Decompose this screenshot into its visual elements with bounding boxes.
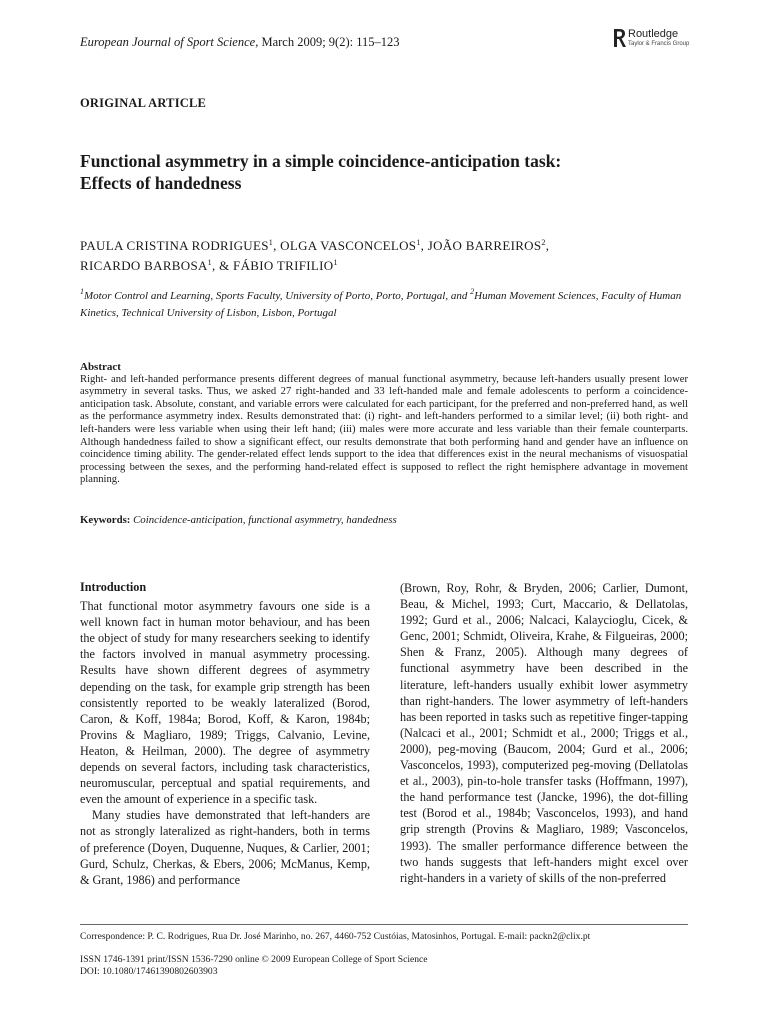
paragraph: Many studies have demonstrated that left-handers are not as strongly lateralized as right-handers, both in terms of preference (Doyen, Duquenne, Nuques, & Carlier, 2001; Gurd, Schulz, Cherkas, & Ebers, 2006; McManus, Kemp, & Grant, 1986) and performance bbox=[80, 808, 370, 887]
issn-doi-block bbox=[80, 954, 700, 978]
keywords-label: Keywords: bbox=[80, 514, 131, 526]
title-line-2: Effects of handedness bbox=[80, 173, 242, 193]
journal-name: European Journal of Sport Science bbox=[80, 35, 256, 49]
abstract bbox=[80, 361, 688, 487]
correspondence-note: Correspondence: P. C. Rodrigues, Rua Dr. José Marinho, no. 267, 4460-752 Custóias, Matosinhos, Portugal. E-mail: packn2@clix.pt bbox=[80, 931, 591, 942]
doi-line: DOI: 10.1080/17461390802603903 bbox=[80, 966, 218, 977]
keywords-text: Coincidence-anticipation, functional asymmetry, handedness bbox=[133, 514, 397, 526]
author: OLGA VASCONCELOS$^1$, bbox=[280, 238, 428, 253]
author-list bbox=[80, 236, 700, 276]
abstract-text: Right- and left-handed performance presents different degrees of manual functional asymmetry, because left-handers usually present lower asymmetry in several tasks. Thus, we asked 27 right-handed and 33 left-handed male and female adolescents to perform a coincidence-anticipation task. Absolute, constant, and variable errors were calculated for each participant, for the preferred and non-preferred hand, as well as the performance asymmetry index. Results demonstrated that: (i) right- and left-handers performed to a similar level; (ii) both right- and left-handers were less variable when using their left hand; (iii) males were more accurate and less variable than their female counterparts. Although handedness failed to show a significant effect, our results demonstrate that both performing hand and gender have an influence on coincidence timing ability. The gender-related effect lends support to the idea that differences exist in the neural mechanisms of visuospatial processing between the sexes, and the performing hand-related effect is supposed to reflect the right hemisphere advantage in movement planning. bbox=[80, 373, 688, 486]
author: RICARDO BARBOSA$^1$, & bbox=[80, 258, 234, 273]
issn-line: ISSN 1746-1391 print/ISSN 1536-7290 online © 2009 European College of Sport Science bbox=[80, 954, 428, 965]
publisher-name: Routledge bbox=[628, 28, 679, 40]
journal-citation bbox=[80, 35, 400, 50]
section-heading-introduction: Introduction bbox=[80, 580, 147, 594]
article-type: ORIGINAL ARTICLE bbox=[80, 96, 207, 110]
paragraph: That functional motor asymmetry favours one side is a well known fact in human motor behaviour, and has been the object of study for many researchers seeking to identify the factors involved in manual asymmetry processing. Results have shown different degrees of asymmetry depending on the task, for example grip strength has been consistently reported to be weakly lateralized (Borod, Caron, & Koff, 1984a; Borod, Koff, & Karon, 1984b; Provins & Magliaro, 1989; Triggs, Calvanio, Levine, Heaton, & Heilman, 2000). The degree of asymmetry depends on several factors, including task characteristics, neuromuscular, perceptual and spatial requirements, and even the amount of experience in a specific task. bbox=[80, 599, 370, 807]
title-line-1: Functional asymmetry in a simple coincidence-anticipation task: bbox=[80, 151, 562, 171]
publisher-group: Taylor & Francis Group bbox=[628, 41, 690, 47]
footer-divider bbox=[80, 924, 688, 925]
body-column-left bbox=[80, 579, 370, 888]
keywords bbox=[80, 514, 688, 526]
author: JOÃO BARREIROS$^2$, bbox=[427, 238, 550, 253]
issue-info: , March 2009; 9(2): 115–123 bbox=[255, 35, 400, 49]
publisher-logo bbox=[612, 27, 692, 51]
author: FÁBIO TRIFILIO$^1$ bbox=[233, 258, 338, 273]
body-column-right bbox=[400, 580, 688, 886]
author: PAULA CRISTINA RODRIGUES$^1$, bbox=[80, 238, 281, 253]
abstract-heading: Abstract bbox=[80, 361, 121, 373]
affiliations: $^1$Motor Control and Learning, Sports Faculty, University of Porto, Porto, Portugal, and $^2$Human Movement Sciences, Faculty of Human Kinetics, Technical University of Lisbon, Lisbon, Portugal bbox=[80, 287, 682, 319]
article-title bbox=[80, 150, 700, 194]
routledge-r-icon bbox=[612, 27, 626, 49]
paragraph: (Brown, Roy, Rohr, & Bryden, 2006; Carlier, Dumont, Beau, & Michel, 1993; Curt, Maccario, & Dellatolas, 1992; Gurd et al., 2006; Nalcaci, Kalaycioglu, Cicek, & Genc, 2001; Schmidt, Oliveira, Krahe, & Filgueiras, 2000; Shen & Franz, 2005). Although many degrees of functional asymmetry have been described in the literature, left-handers usually exhibit lower asymmetry than right-handers. The lower asymmetry of left-handers has been reported in tasks such as repetitive finger-tapping (Nalcaci et al., 2001; Schmidt et al., 2000; Triggs et al., 2000), peg-moving (Baucom, 2004; Gurd et al., 2006; Vasconcelos, 1993), computerized peg-moving (Dellatolas et al., 2003), pin-to-hole transfer tasks (Hoffmann, 1997), the hand performance test (Jancke, 1996), the dot-filling test (Borod et al., 1984b; Vasconcelos, 1993), and hand grip strength (Provins & Magliaro, 1989; Vasconcelos, 1993). The smaller performance difference between the two hands suggests that left-handers might excel over right-handers in a variety of skills of the non-preferred bbox=[400, 581, 688, 885]
